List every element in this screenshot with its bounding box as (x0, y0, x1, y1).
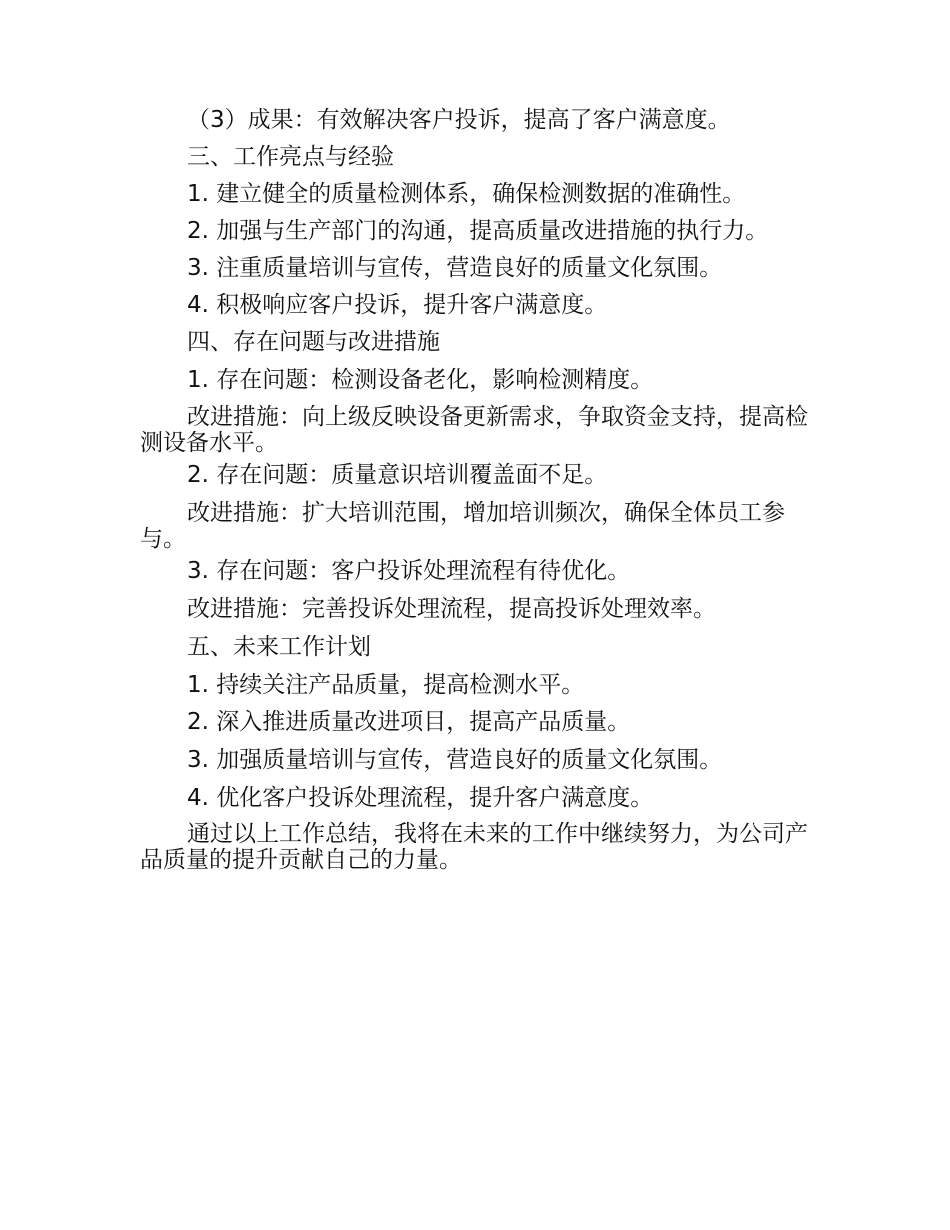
section-heading-highlights: 三、工作亮点与经验 (187, 144, 394, 170)
issue-item-3: 3. 存在问题：客户投诉处理流程有待优化。 (187, 558, 631, 584)
issue-item-2: 2. 存在问题：质量意识培训覆盖面不足。 (187, 462, 608, 488)
highlight-item-1: 1. 建立健全的质量检测体系，确保检测数据的准确性。 (187, 181, 746, 207)
section-heading-issues: 四、存在问题与改进措施 (187, 329, 440, 355)
issue-item-1: 1. 存在问题：检测设备老化，影响检测精度。 (187, 367, 654, 393)
plan-item-1: 1. 持续关注产品质量，提高检测水平。 (187, 672, 585, 698)
improvement-measure-1: 改进措施：向上级反映设备更新需求，争取资金支持，提高检测设备水平。 (140, 404, 808, 456)
section-heading-future-plan: 五、未来工作计划 (187, 634, 371, 660)
highlight-item-4: 4. 积极响应客户投诉，提升客户满意度。 (187, 292, 608, 318)
plan-item-3: 3. 加强质量培训与宣传，营造良好的质量文化氛围。 (187, 747, 723, 773)
improvement-measure-2: 改进措施：扩大培训范围，增加培训频次，确保全体员工参与。 (140, 500, 785, 552)
closing-paragraph: 通过以上工作总结，我将在未来的工作中继续努力，为公司产品质量的提升贡献自己的力量。 (140, 821, 808, 873)
highlight-item-2: 2. 加强与生产部门的沟通，提高质量改进措施的执行力。 (187, 218, 769, 244)
plan-item-2: 2. 深入推进质量改进项目，提高产品质量。 (187, 709, 631, 735)
improvement-measure-3: 改进措施：完善投诉处理流程，提高投诉处理效率。 (187, 596, 716, 622)
highlight-item-3: 3. 注重质量培训与宣传，营造良好的质量文化氛围。 (187, 255, 723, 281)
result-paragraph: （3）成果：有效解决客户投诉，提高了客户满意度。 (187, 107, 731, 133)
plan-item-4: 4. 优化客户投诉处理流程，提升客户满意度。 (187, 785, 654, 811)
